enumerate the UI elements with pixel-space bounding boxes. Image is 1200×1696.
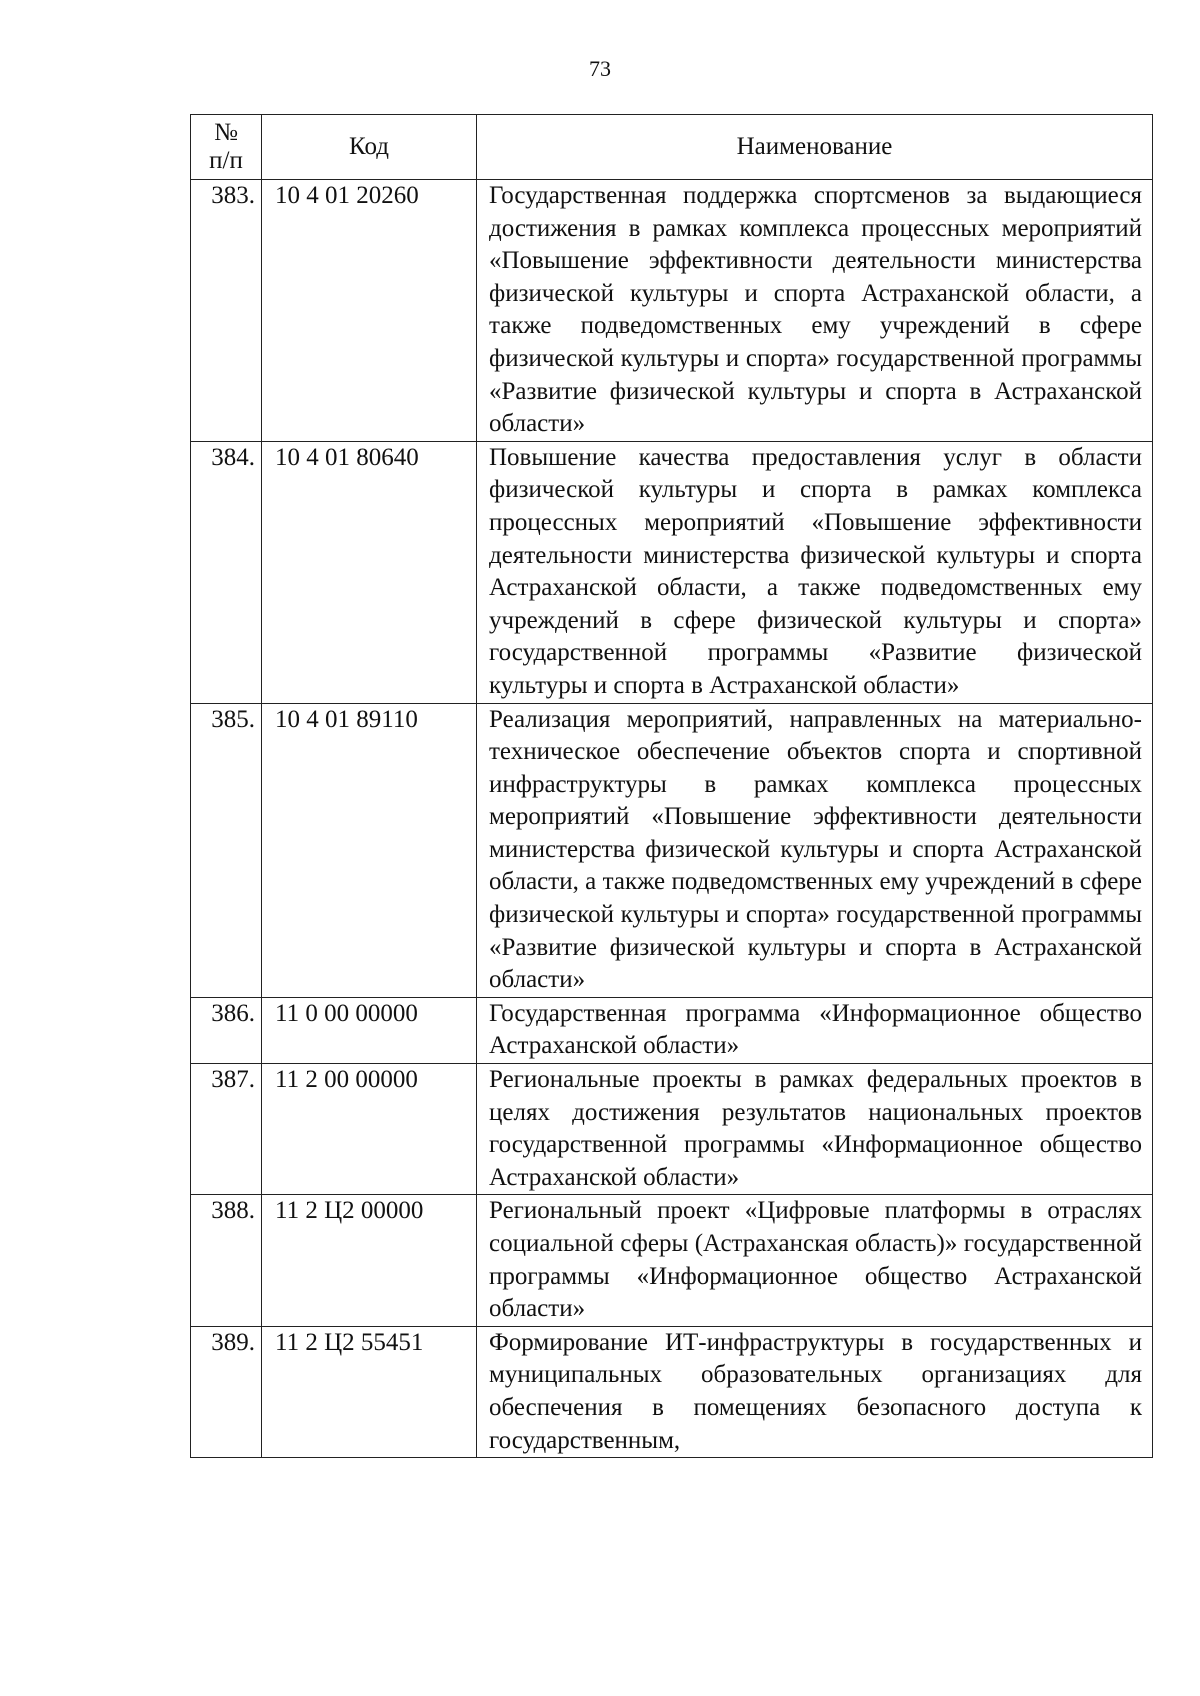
row-name: Региональные проекты в рамках федеральных проектов в целях достижения результатов национальных проектов государственной программы «Информационное общество Астраханской области» [477, 1064, 1153, 1195]
row-name: Повышение качества предоставления услуг в области физической культуры и спорта в рамках комплекса процессных мероприятий «Повышение эффективности деятельности министерства физической культуры и спорта Астраханской области, а также подведомственных ему учреждений в сфере физической культуры и спорта» государственной программы «Развитие физической культуры и спорта в Астраханской области» [477, 441, 1153, 703]
row-code: 11 0 00 00000 [262, 997, 477, 1063]
row-code: 10 4 01 80640 [262, 441, 477, 703]
row-number: 385. [191, 703, 262, 997]
table-row [191, 703, 1153, 997]
row-code: 10 4 01 20260 [262, 180, 477, 442]
header-name: Наименование [477, 115, 1153, 180]
page-number: 73 [589, 56, 611, 81]
row-number: 384. [191, 441, 262, 703]
row-number: 388. [191, 1195, 262, 1326]
table-header-row [191, 115, 1153, 180]
row-code: 11 2 00 00000 [262, 1064, 477, 1195]
table-row [191, 1195, 1153, 1326]
table-row [191, 441, 1153, 703]
table-row [191, 180, 1153, 442]
table-row [191, 1326, 1153, 1457]
row-number: 383. [191, 180, 262, 442]
row-code: 11 2 Ц2 55451 [262, 1326, 477, 1457]
header-code: Код [262, 115, 477, 180]
row-name: Государственная поддержка спортсменов за выдающиеся достижения в рамках комплекса процессных мероприятий «Повышение эффективности деятельности министерства физической культуры и спорта Астраханской области, а также подведомственных ему учреждений в сфере физической культуры и спорта» государственной программы «Развитие физической культуры и спорта в Астраханской области» [477, 180, 1153, 442]
row-code: 11 2 Ц2 00000 [262, 1195, 477, 1326]
table-header [191, 115, 1153, 180]
row-name: Реализация мероприятий, направленных на материально-техническое обеспечение объектов спорта и спортивной инфраструктуры в рамках комплекса процессных мероприятий «Повышение эффективности деятельности министерства физической культуры и спорта Астраханской области, а также подведомственных ему учреждений в сфере физической культуры и спорта» государственной программы «Развитие физической культуры и спорта в Астраханской области» [477, 703, 1153, 997]
row-name: Государственная программа «Информационное общество Астраханской области» [477, 997, 1153, 1063]
table-row [191, 997, 1153, 1063]
row-code: 10 4 01 89110 [262, 703, 477, 997]
row-number: 389. [191, 1326, 262, 1457]
row-number: 387. [191, 1064, 262, 1195]
table-body [191, 180, 1153, 1458]
row-number: 386. [191, 997, 262, 1063]
row-name: Формирование ИТ-инфраструктуры в государственных и муниципальных образовательных организациях для обеспечения в помещениях безопасного доступа к государственным, [477, 1326, 1153, 1457]
row-name: Региональный проект «Цифровые платформы в отраслях социальной сферы (Астраханская область)» государственной программы «Информационное общество Астраханской области» [477, 1195, 1153, 1326]
table-row [191, 1064, 1153, 1195]
budget-codes-table [190, 114, 1153, 1458]
header-number: № п/п [191, 115, 262, 180]
